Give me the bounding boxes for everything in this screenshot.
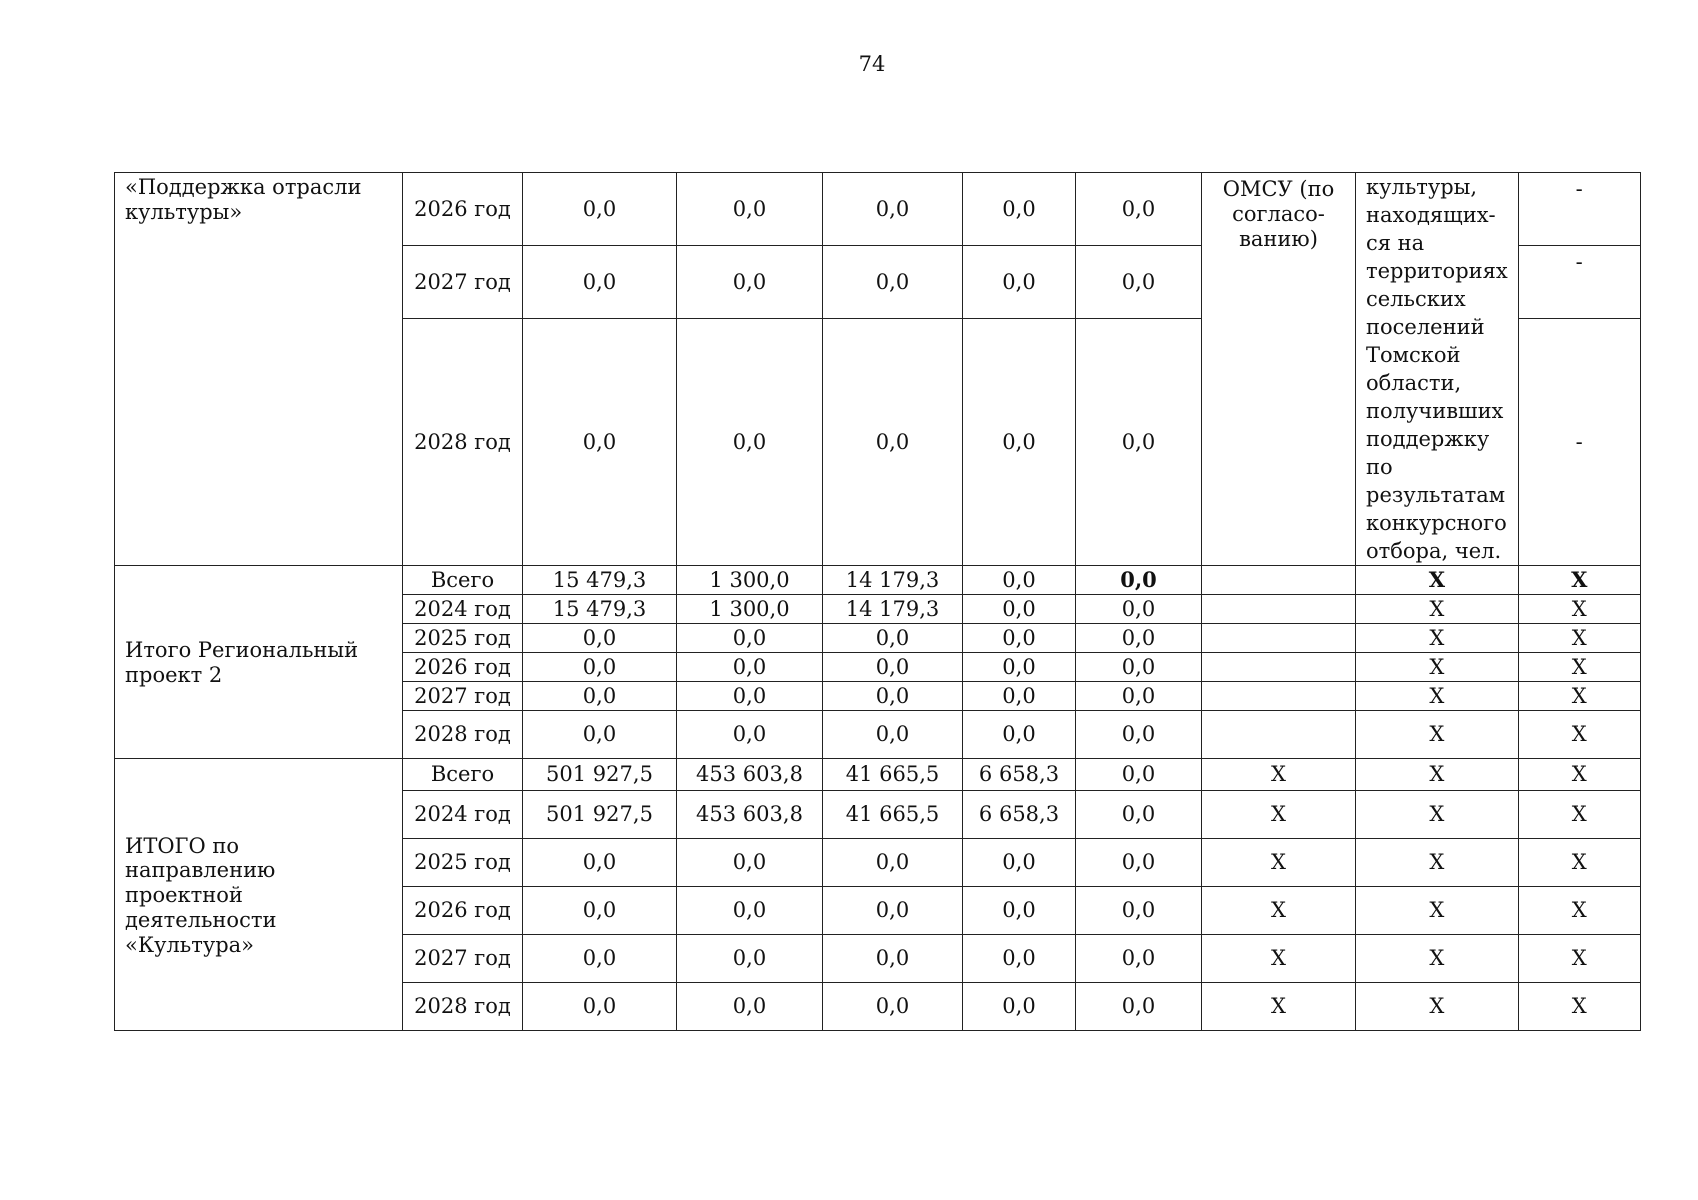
value-cell: 0,0	[523, 246, 677, 319]
x-mark-cell: Х	[1518, 595, 1640, 624]
value-cell: 0,0	[963, 935, 1076, 983]
value-cell: 0,0	[1076, 624, 1202, 653]
org-cell	[1202, 624, 1356, 653]
value-cell: 0,0	[523, 319, 677, 566]
year-cell: Всего	[403, 759, 523, 791]
value-cell: 0,0	[823, 653, 963, 682]
value-cell: 0,0	[523, 682, 677, 711]
value-cell: 453 603,8	[677, 759, 823, 791]
value-cell: 0,0	[1076, 711, 1202, 759]
value-cell: 0,0	[523, 887, 677, 935]
x-mark-cell: Х	[1356, 682, 1519, 711]
value-cell: 0,0	[523, 839, 677, 887]
value-cell: 0,0	[677, 887, 823, 935]
org-cell	[1202, 682, 1356, 711]
value-cell: 0,0	[1076, 653, 1202, 682]
x-mark-cell: Х	[1518, 759, 1640, 791]
value-cell: 0,0	[1076, 566, 1202, 595]
value-cell: 0,0	[677, 839, 823, 887]
indicator-value-cell: -	[1518, 246, 1640, 319]
year-cell: 2024 год	[403, 791, 523, 839]
indicator-value-cell: -	[1518, 319, 1640, 566]
x-mark-cell: Х	[1202, 791, 1356, 839]
x-mark-cell: Х	[1356, 983, 1519, 1031]
year-cell: 2025 год	[403, 839, 523, 887]
value-cell: 0,0	[1076, 682, 1202, 711]
year-cell: 2026 год	[403, 173, 523, 246]
value-cell: 1 300,0	[677, 566, 823, 595]
section-label: «Поддержка отрасли культуры»	[115, 173, 403, 566]
value-cell: 501 927,5	[523, 791, 677, 839]
budget-table	[114, 172, 1641, 1031]
x-mark-cell: Х	[1356, 935, 1519, 983]
value-cell: 0,0	[963, 839, 1076, 887]
value-cell: 501 927,5	[523, 759, 677, 791]
value-cell: 0,0	[523, 624, 677, 653]
x-mark-cell: Х	[1518, 839, 1640, 887]
year-cell: 2027 год	[403, 246, 523, 319]
indicator-cell: культуры, находящих-ся на территориях сельских поселений Томской области, получивших поддержку по результатам конкурсного отбора, чел.	[1356, 173, 1519, 566]
value-cell: 0,0	[523, 935, 677, 983]
x-mark-cell: Х	[1518, 711, 1640, 759]
value-cell: 0,0	[963, 887, 1076, 935]
table-row	[115, 173, 1641, 246]
value-cell: 0,0	[823, 682, 963, 711]
value-cell: 0,0	[677, 624, 823, 653]
value-cell: 0,0	[677, 682, 823, 711]
value-cell: 14 179,3	[823, 566, 963, 595]
value-cell: 0,0	[963, 983, 1076, 1031]
value-cell: 0,0	[523, 173, 677, 246]
value-cell: 0,0	[963, 566, 1076, 595]
x-mark-cell: Х	[1202, 887, 1356, 935]
year-cell: Всего	[403, 566, 523, 595]
value-cell: 0,0	[963, 595, 1076, 624]
year-cell: 2025 год	[403, 624, 523, 653]
year-cell: 2026 год	[403, 887, 523, 935]
value-cell: 0,0	[677, 246, 823, 319]
org-cell	[1202, 653, 1356, 682]
x-mark-cell: Х	[1518, 935, 1640, 983]
value-cell: 0,0	[823, 887, 963, 935]
value-cell: 0,0	[1076, 759, 1202, 791]
value-cell: 0,0	[677, 935, 823, 983]
x-mark-cell: Х	[1518, 887, 1640, 935]
x-mark-cell: Х	[1518, 624, 1640, 653]
value-cell: 15 479,3	[523, 595, 677, 624]
x-mark-cell: Х	[1356, 759, 1519, 791]
value-cell: 6 658,3	[963, 791, 1076, 839]
value-cell: 0,0	[823, 711, 963, 759]
year-cell: 2024 год	[403, 595, 523, 624]
value-cell: 0,0	[823, 935, 963, 983]
value-cell: 1 300,0	[677, 595, 823, 624]
value-cell: 0,0	[963, 173, 1076, 246]
x-mark-cell: Х	[1202, 983, 1356, 1031]
value-cell: 0,0	[677, 173, 823, 246]
x-mark-cell: Х	[1518, 682, 1640, 711]
org-cell	[1202, 595, 1356, 624]
table-row	[115, 566, 1641, 595]
year-cell: 2028 год	[403, 983, 523, 1031]
section-label: Итого Региональный проект 2	[115, 566, 403, 759]
value-cell: 15 479,3	[523, 566, 677, 595]
x-mark-cell: Х	[1518, 983, 1640, 1031]
value-cell: 0,0	[677, 711, 823, 759]
x-mark-cell: Х	[1356, 624, 1519, 653]
value-cell: 0,0	[677, 653, 823, 682]
value-cell: 0,0	[823, 839, 963, 887]
x-mark-cell: Х	[1518, 566, 1640, 595]
value-cell: 0,0	[1076, 791, 1202, 839]
year-cell: 2028 год	[403, 319, 523, 566]
value-cell: 453 603,8	[677, 791, 823, 839]
x-mark-cell: Х	[1518, 791, 1640, 839]
page-number: 74	[858, 52, 886, 76]
year-cell: 2027 год	[403, 935, 523, 983]
x-mark-cell: Х	[1356, 595, 1519, 624]
value-cell: 0,0	[523, 983, 677, 1031]
value-cell: 14 179,3	[823, 595, 963, 624]
value-cell: 0,0	[523, 653, 677, 682]
value-cell: 0,0	[1076, 595, 1202, 624]
value-cell: 0,0	[823, 983, 963, 1031]
value-cell: 0,0	[823, 246, 963, 319]
x-mark-cell: Х	[1356, 566, 1519, 595]
value-cell: 0,0	[1076, 935, 1202, 983]
org-cell	[1202, 711, 1356, 759]
table-row	[115, 759, 1641, 791]
year-cell: 2026 год	[403, 653, 523, 682]
x-mark-cell: Х	[1356, 839, 1519, 887]
value-cell: 0,0	[1076, 839, 1202, 887]
responsible-org-cell: ОМСУ (по согласо-ванию)	[1202, 173, 1356, 566]
value-cell: 0,0	[1076, 983, 1202, 1031]
value-cell: 0,0	[1076, 173, 1202, 246]
value-cell: 0,0	[963, 711, 1076, 759]
value-cell: 0,0	[1076, 246, 1202, 319]
x-mark-cell: Х	[1356, 791, 1519, 839]
value-cell: 0,0	[823, 624, 963, 653]
x-mark-cell: Х	[1356, 887, 1519, 935]
indicator-value-cell: -	[1518, 173, 1640, 246]
year-cell: 2028 год	[403, 711, 523, 759]
value-cell: 0,0	[523, 711, 677, 759]
x-mark-cell: Х	[1356, 711, 1519, 759]
value-cell: 0,0	[963, 246, 1076, 319]
value-cell: 0,0	[823, 173, 963, 246]
x-mark-cell: Х	[1202, 759, 1356, 791]
value-cell: 0,0	[677, 983, 823, 1031]
value-cell: 0,0	[1076, 887, 1202, 935]
section-label: ИТОГО по направлению проектной деятельности «Культура»	[115, 759, 403, 1031]
value-cell: 0,0	[1076, 319, 1202, 566]
value-cell: 0,0	[963, 653, 1076, 682]
value-cell: 6 658,3	[963, 759, 1076, 791]
org-cell	[1202, 566, 1356, 595]
x-mark-cell: Х	[1202, 839, 1356, 887]
value-cell: 0,0	[677, 319, 823, 566]
value-cell: 0,0	[823, 319, 963, 566]
x-mark-cell: Х	[1518, 653, 1640, 682]
value-cell: 0,0	[963, 682, 1076, 711]
value-cell: 0,0	[963, 624, 1076, 653]
value-cell: 41 665,5	[823, 791, 963, 839]
x-mark-cell: Х	[1356, 653, 1519, 682]
value-cell: 0,0	[963, 319, 1076, 566]
value-cell: 41 665,5	[823, 759, 963, 791]
x-mark-cell: Х	[1202, 935, 1356, 983]
year-cell: 2027 год	[403, 682, 523, 711]
